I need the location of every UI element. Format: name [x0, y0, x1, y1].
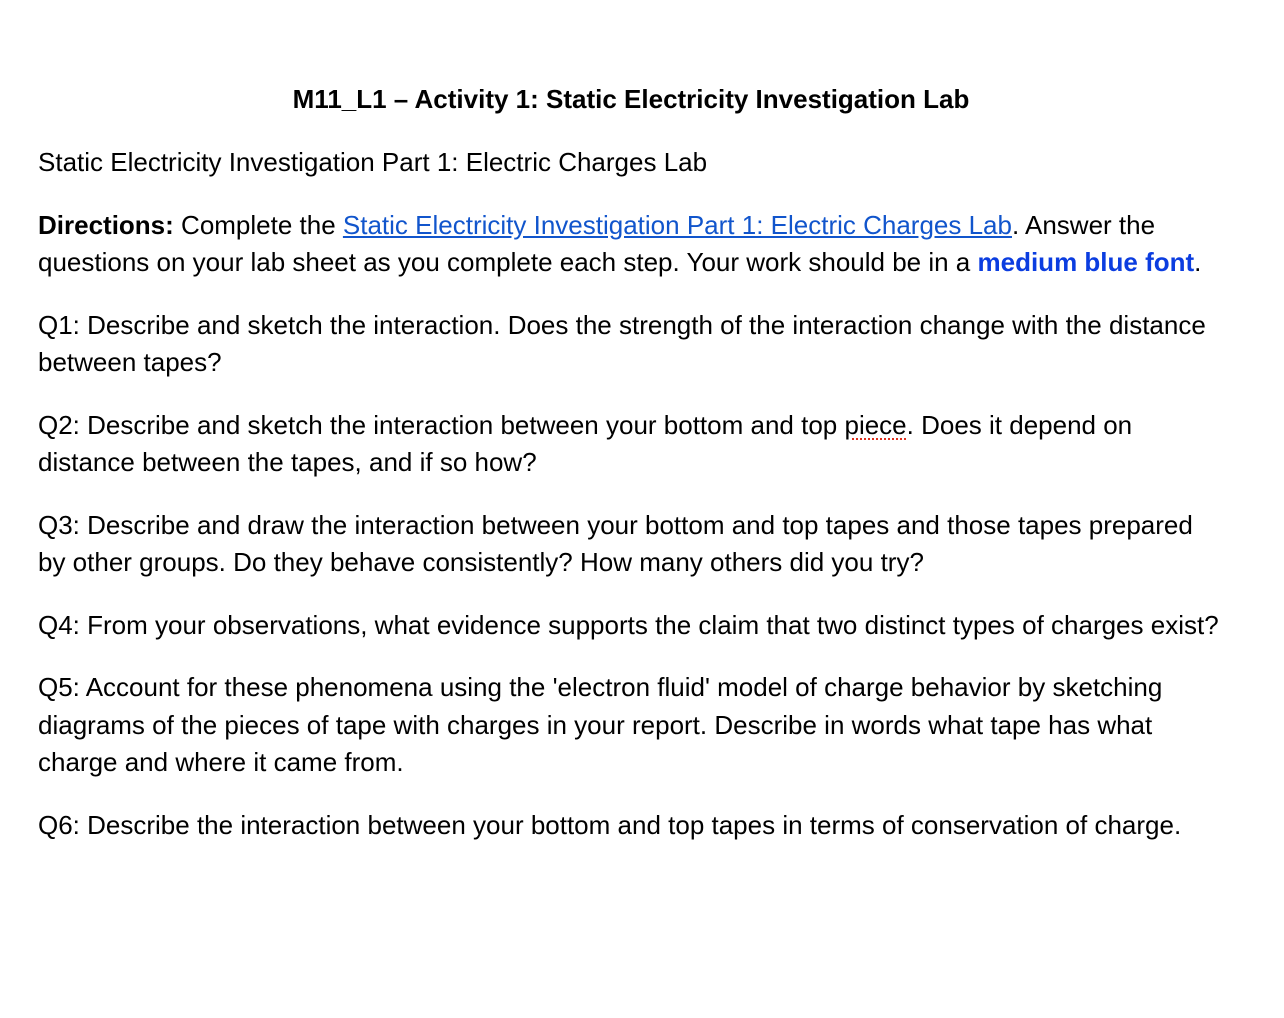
question-q2: [38, 407, 1224, 482]
directions-text-after-link: . Answer the questions on your lab sheet as you complete each step. Your work should be in a: [38, 209, 1156, 277]
medium-blue-font-emphasis: medium blue font: [977, 247, 1195, 277]
page-title: M11_L1 – Activity 1: Static Electricity Investigation Lab: [292, 84, 970, 114]
subtitle: Static Electricity Investigation Part 1: Electric Charges Lab: [38, 147, 708, 177]
question-q1: Q1: Describe and sketch the interaction. Does the strength of the interaction change with the distance between tapes?: [38, 309, 1206, 377]
question-q2-after: . Does it depend on distance between the tapes, and if so how?: [38, 409, 1133, 477]
directions-label: Directions:: [38, 209, 174, 240]
directions-end: .: [1194, 247, 1202, 277]
question-q6: Q6: Describe the interaction between your bottom and top tapes in terms of conservation of charge.: [38, 809, 1182, 840]
lab-link[interactable]: Static Electricity Investigation Part 1: Electric Charges Lab: [342, 209, 1012, 240]
spellcheck-flagged-word[interactable]: piece: [844, 409, 907, 440]
question-q5: Q5: Account for these phenomena using the 'electron fluid' model of charge behavior by sketching diagrams of the pieces of tape with charges in your report. Describe in words what tape has what charge and where it came from.: [38, 672, 1163, 777]
question-q2-before: Q2: Describe and sketch the interaction between your bottom and top: [38, 409, 845, 440]
question-q3: Q3: Describe and draw the interaction between your bottom and top tapes and those tapes prepared by other groups. Do they behave consistently? How many others did you try?: [38, 509, 1193, 577]
question-q4: Q4: From your observations, what evidence supports the claim that two distinct types of charges exist?: [38, 609, 1219, 640]
directions-text-before-link: Complete the: [173, 209, 343, 240]
directions-paragraph: [38, 207, 1224, 282]
